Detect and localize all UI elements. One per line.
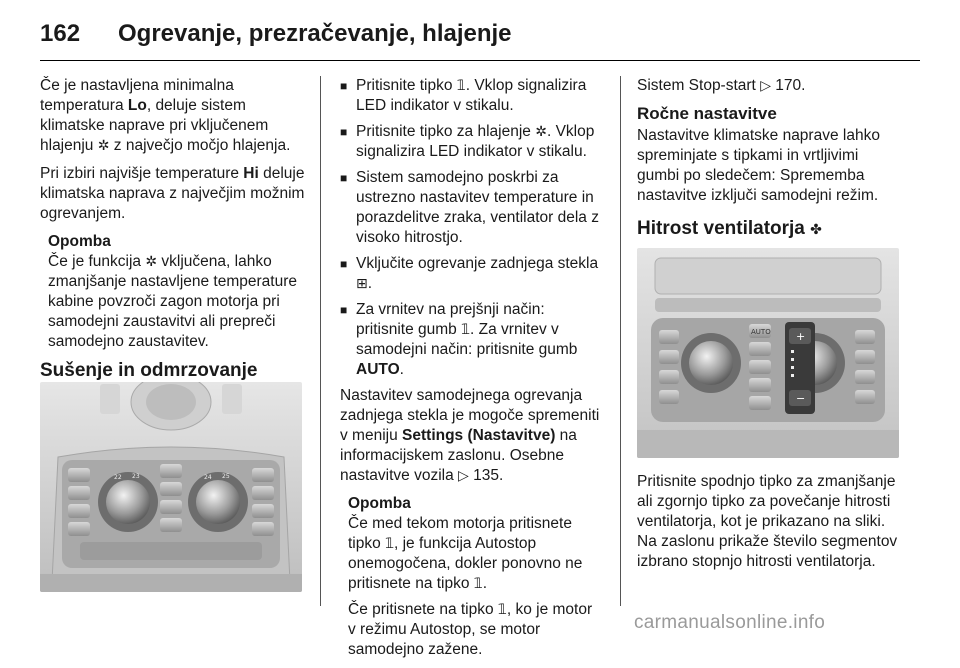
paragraph: Nastavitve klimatske naprave lahko spreminjate s tipkami in vrtljivimi gumbi po sledečem: Sprememba nastavitve izključi samodejni režim. [637, 127, 880, 204]
note: Opomba Če je funkcija ✲ vključena, lahko zmanjšanje nastavljene temperature kabine povzroči zagon motorja pri samodejni zaustavitvi ali prepreči samodejno zaustavitev. [48, 232, 308, 352]
note-title: Opomba [48, 233, 111, 250]
arrow-icon: ▷ [458, 468, 469, 484]
ac-icon: ✲ [97, 138, 110, 154]
paragraph: Pritisnite spodnjo tipko za zmanjšanje ali zgornjo tipko za povečanje hitrosti ventilatorja, kot je prikazano na sliki. Na zaslonu prikaže število segmentov izbrano stopnjo hitrosti ventilatorja. [637, 473, 898, 570]
climate-panel-photo [40, 382, 302, 592]
subheading: Ročne nastavitve [637, 104, 777, 123]
fan-speed-photo [637, 248, 899, 458]
arrow-icon: ▷ [760, 78, 771, 94]
section-heading: Hitrost ventilatorja ✤ [637, 218, 822, 239]
rear-window-heat-icon: ⊞ [356, 276, 368, 292]
paragraph: Če med tekom motorja pritisnete tipko 𝟙, je funkcija Autostop onemogočena, dokler ponovno ne pritisnete na tipko 𝟙. [348, 515, 583, 592]
column-1 [40, 76, 308, 411]
list-item: ■ Pritisnite tipko 𝟙. Vklop signalizira LED indikator v stikalu. [340, 76, 604, 116]
header-divider [40, 60, 920, 61]
page-number: 162 [40, 20, 81, 47]
tick-label: 22 [114, 474, 122, 481]
ac-icon: ✲ [145, 254, 158, 270]
column-divider [620, 76, 621, 606]
list-item: ■ Za vrnitev na prejšnji način: pritisnite gumb 𝟙. Za vrnitev v samodejni način: pritisnite gumb AUTO. [340, 300, 604, 380]
column-2 [340, 76, 604, 668]
note [348, 494, 604, 660]
fan-icon: ✤ [810, 222, 822, 238]
tick-label: 23 [132, 473, 140, 480]
defrost-icon: 𝟙 [461, 322, 471, 338]
section-heading: Sušenje in odmrzovanje [40, 360, 308, 405]
tick-label: 25 [222, 473, 230, 480]
paragraph: Pri izbiri najvišje temperature Hi deluje klimatska naprava z največjim možnim ogrevanjem. [40, 165, 305, 222]
fan-up-label: + [796, 330, 806, 343]
column-3 [637, 76, 901, 247]
paragraph: Če pritisnete na tipko 𝟙, ko je motor v režimu Autostop, se motor samodejno zažene. [348, 601, 593, 658]
auto-button-label: AUTO [751, 328, 771, 336]
list-item: ■ Sistem samodejno poskrbi za ustrezno nastavitev temperature in porazdelitve zraka, ventilator dela z visoko hitrostjo. [340, 168, 604, 248]
defrost-icon: 𝟙 [473, 576, 483, 592]
ac-icon: ✲ [535, 124, 547, 140]
column-divider [320, 76, 321, 606]
column-3-lower [637, 472, 901, 580]
defrost-icon: 𝟙 [497, 602, 507, 618]
list-item: ■ Vključite ogrevanje zadnjega stekla ⊞. [340, 254, 604, 294]
tick-label: 24 [204, 474, 212, 481]
step-list [340, 76, 604, 380]
note-title: Opomba [348, 495, 411, 512]
paragraph: Sistem Stop-start ▷ 170. [637, 77, 806, 94]
paragraph: Nastavitev samodejnega ogrevanja zadnjega stekla je mogoče spremeniti v meniju Settings (Nastavitve) na informacijskem zaslonu. Osebne nastavitve vozila ▷ 135. [340, 387, 600, 484]
page-title: Ogrevanje, prezračevanje, hlajenje [118, 20, 512, 47]
defrost-icon: 𝟙 [456, 78, 466, 94]
watermark: carmanualsonline.info [634, 612, 826, 633]
defrost-icon: 𝟙 [385, 536, 394, 552]
paragraph: Če je nastavljena minimalna temperatura Lo, deluje sistem klimatske naprave pri vključenem hlajenju ✲ z največjo močjo hlajenja. [40, 77, 291, 154]
fan-down-label: − [796, 392, 806, 405]
page-header [40, 16, 920, 56]
list-item: ■ Pritisnite tipko za hlajenje ✲. Vklop signalizira LED indikator v stikalu. [340, 122, 604, 162]
